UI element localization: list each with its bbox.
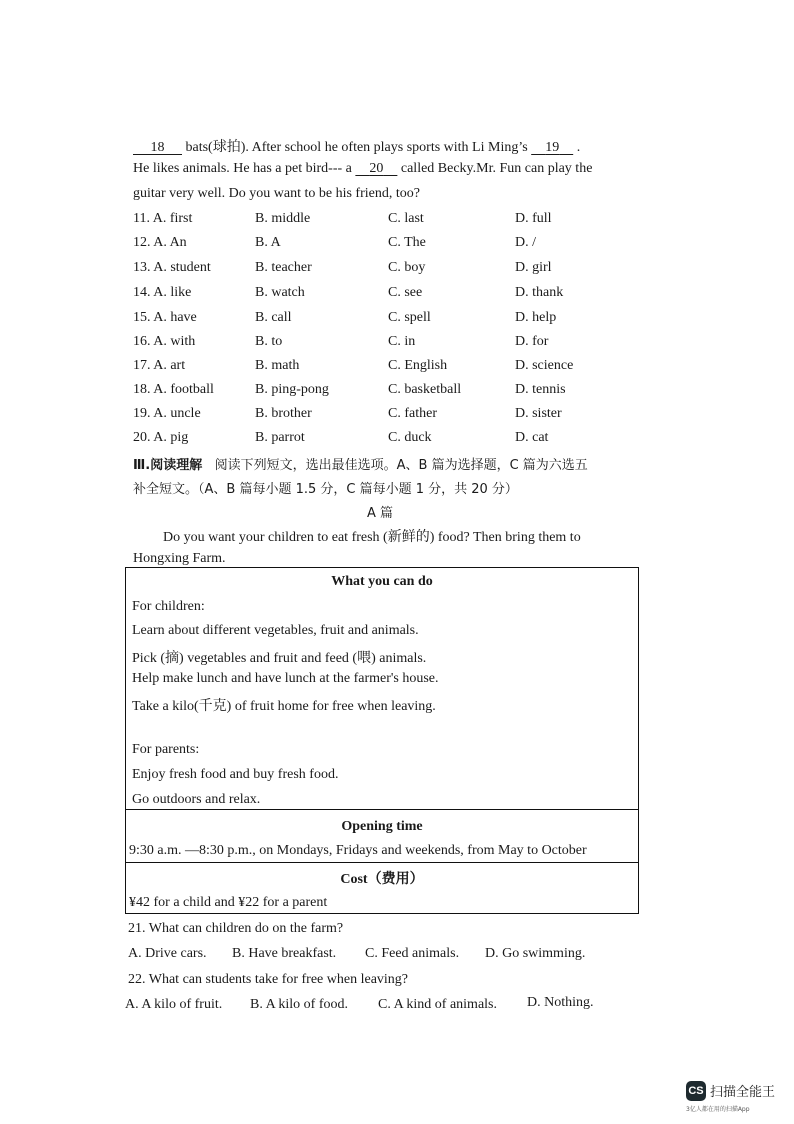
cost-text: ¥42 for a child and ¥22 for a parent	[129, 895, 328, 910]
passage-line-2	[133, 161, 592, 177]
option-b: B. ping-pong	[255, 382, 329, 397]
passage-line-3: guitar very well. Do you want to be his friend, too?	[133, 186, 420, 201]
option-c: C. see	[388, 285, 423, 300]
option-d: D. science	[515, 358, 574, 373]
notice-heading-opening-time: Opening time	[341, 819, 423, 834]
option-d: D. help	[515, 310, 557, 325]
question-22-stem: 22. What can students take for free when leaving?	[128, 972, 409, 987]
question-21-choice-a: A. Drive cars.	[128, 946, 207, 961]
farm-notice-box	[125, 567, 639, 914]
option-a: 15. A. have	[133, 310, 197, 325]
option-c: C. boy	[388, 260, 426, 275]
option-b: B. to	[255, 334, 283, 349]
opening-time-text: 9:30 a.m. —8:30 p.m., on Mondays, Fridays and weekends, from May to October	[129, 843, 587, 858]
intro-line-1: Do you want your children to eat fresh (新鲜的) food? Then bring them to	[163, 530, 581, 545]
option-c: C. spell	[388, 310, 431, 325]
camscanner-tagline: 3亿人都在用的扫描App	[686, 1106, 750, 1113]
question-21-stem: 21. What can children do on the farm?	[128, 921, 344, 936]
option-b: B. brother	[255, 406, 312, 421]
option-b: B. math	[255, 358, 300, 373]
parents-item: Go outdoors and relax.	[132, 792, 261, 807]
passage-text: bats(球拍). After school he often plays sports with Li Ming’s	[185, 140, 528, 155]
intro-line-2: Hongxing Farm.	[133, 551, 226, 566]
option-row-12	[133, 235, 753, 257]
question-22-choice-b: B. A kilo of food.	[250, 997, 349, 1012]
notice-heading-cost: Cost（费用）	[340, 872, 424, 887]
option-a: 12. A. An	[133, 235, 187, 250]
notice-heading-what-you-can-do: What you can do	[331, 574, 433, 589]
option-row-18	[133, 382, 753, 404]
option-b: B. watch	[255, 285, 305, 300]
children-item: Help make lunch and have lunch at the farmer's house.	[132, 671, 439, 686]
option-a: 18. A. football	[133, 382, 214, 397]
passage-line-1	[133, 136, 580, 156]
option-a: 19. A. uncle	[133, 406, 201, 421]
option-b: B. call	[255, 310, 292, 325]
passage-text: called Becky.Mr. Fun can play the	[400, 161, 593, 176]
option-d: D. tennis	[515, 382, 566, 397]
camscanner-app-name: 扫描全能王	[710, 1085, 776, 1100]
option-b: B. middle	[255, 211, 311, 226]
section-instruction-1	[133, 454, 588, 473]
children-label: For children:	[132, 599, 205, 614]
option-d: D. sister	[515, 406, 562, 421]
option-row-20	[133, 430, 753, 452]
option-d: D. cat	[515, 430, 549, 445]
option-row-14	[133, 285, 753, 307]
option-c: C. last	[388, 211, 424, 226]
divider	[126, 862, 638, 863]
passage-text: He likes animals. He has a pet bird--- a	[133, 161, 352, 176]
option-row-11	[133, 211, 753, 233]
blank-18: 18	[150, 140, 165, 155]
option-b: B. teacher	[255, 260, 312, 275]
option-a: 17. A. art	[133, 358, 186, 373]
parents-item: Enjoy fresh food and buy fresh food.	[132, 767, 339, 782]
children-item: Take a kilo(千克) of fruit home for free when leaving.	[132, 699, 436, 714]
option-c: C. in	[388, 334, 416, 349]
option-row-19	[133, 406, 753, 428]
option-row-17	[133, 358, 753, 380]
section-title: Ⅲ.阅读理解	[133, 458, 203, 473]
option-d: D. girl	[515, 260, 552, 275]
option-row-16	[133, 334, 753, 356]
question-21-choice-d: D. Go swimming.	[485, 946, 586, 961]
option-row-13	[133, 260, 753, 282]
option-c: C. father	[388, 406, 437, 421]
option-d: D. full	[515, 211, 552, 226]
option-row-15	[133, 310, 753, 332]
part-a-title: A 篇	[367, 506, 394, 521]
option-d: D. /	[515, 235, 536, 250]
option-a: 13. A. student	[133, 260, 211, 275]
option-a: 16. A. with	[133, 334, 196, 349]
camscanner-logo-icon: CS	[686, 1081, 706, 1101]
option-a: 14. A. like	[133, 285, 192, 300]
section-instruction-2: 补全短文。（A、B 篇每小题 1.5 分，C 篇每小题 1 分，共 20 分）	[133, 482, 518, 497]
option-c: C. The	[388, 235, 426, 250]
question-22-choice-a: A. A kilo of fruit.	[125, 997, 223, 1012]
question-21-choice-c: C. Feed animals.	[365, 946, 460, 961]
question-22-choice-d: D. Nothing.	[527, 995, 594, 1010]
option-b: B. parrot	[255, 430, 305, 445]
option-a: 11. A. first	[133, 211, 193, 226]
blank-19: 19	[545, 140, 560, 155]
section-instruction: 阅读下列短文，选出最佳选项。A、B 篇为选择题，C 篇为六选五	[214, 458, 588, 473]
parents-label: For parents:	[132, 742, 200, 757]
option-d: D. thank	[515, 285, 564, 300]
divider	[126, 809, 638, 810]
option-c: C. English	[388, 358, 448, 373]
blank-20: 20	[369, 161, 384, 176]
passage-text: .	[576, 140, 581, 155]
option-b: B. A	[255, 235, 281, 250]
question-22-choice-c: C. A kind of animals.	[378, 997, 497, 1012]
children-item: Pick (摘) vegetables and fruit and feed (喂) animals.	[132, 651, 427, 666]
option-d: D. for	[515, 334, 549, 349]
option-c: C. duck	[388, 430, 432, 445]
option-c: C. basketball	[388, 382, 462, 397]
option-a: 20. A. pig	[133, 430, 189, 445]
children-item: Learn about different vegetables, fruit and animals.	[132, 623, 419, 638]
question-21-choice-b: B. Have breakfast.	[232, 946, 337, 961]
